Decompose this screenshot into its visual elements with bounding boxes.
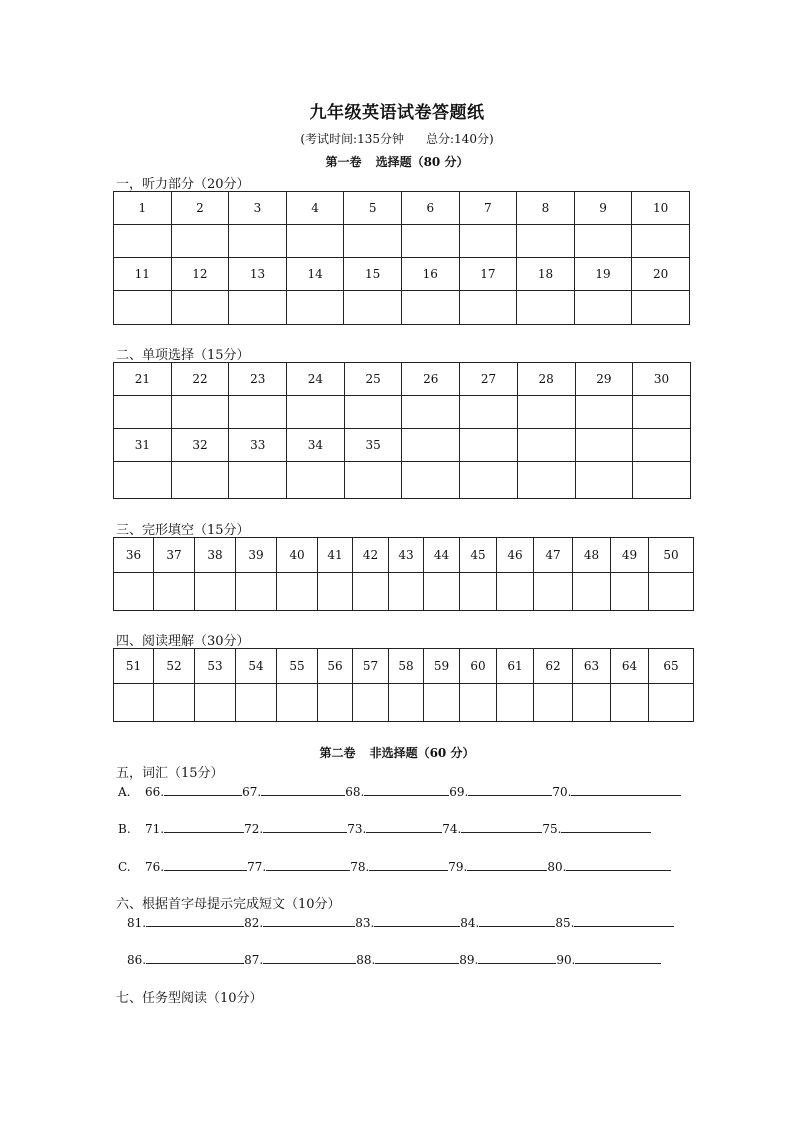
item-number: 68. [345,785,365,799]
question-number: 62 [534,649,573,684]
question-number: 59 [424,649,460,684]
answer-cell[interactable] [424,684,460,722]
answer-cell[interactable] [171,396,229,429]
question-number: 42 [353,538,389,573]
answer-cell[interactable] [460,396,518,429]
item-number: 71. [145,822,165,836]
answer-cell[interactable] [353,573,389,611]
question-number: 9 [574,192,632,225]
answer-cell[interactable] [459,291,517,325]
answer-cell[interactable] [344,462,402,499]
answer-blank[interactable] [461,819,542,833]
question-number: 1 [114,192,172,225]
answer-cell[interactable] [574,225,632,258]
answer-cell[interactable] [229,291,287,325]
answer-cell[interactable] [114,291,172,325]
item-number: 85. [555,916,575,930]
answer-blank[interactable] [479,913,555,927]
item-number: 84. [460,916,480,930]
question-number: 23 [229,363,287,396]
question-number: 41 [318,538,353,573]
question-number: 44 [424,538,460,573]
item-number: 90. [556,953,576,967]
answer-cell[interactable] [114,573,154,611]
answer-cell[interactable] [195,684,236,722]
answer-cell[interactable] [114,396,172,429]
answer-cell[interactable] [353,684,389,722]
answer-blank[interactable] [266,857,350,871]
page-title: 九年级英语试卷答题纸 [309,103,485,123]
question-number [633,429,691,462]
answer-cell[interactable] [649,684,694,722]
answer-blank[interactable] [164,819,244,833]
answer-cell[interactable] [114,684,154,722]
part1-header [0,153,794,170]
vocab-line-b [118,819,651,836]
item-number: 86. [127,953,147,967]
answer-blank[interactable] [164,857,247,871]
question-number: 6 [401,192,459,225]
question-number: 37 [154,538,195,573]
question-number: 29 [575,363,633,396]
number-row [114,192,690,225]
answer-cell[interactable] [460,573,497,611]
question-number: 14 [286,258,344,291]
question-number: 57 [353,649,389,684]
answer-cell[interactable] [236,684,277,722]
answer-blank[interactable] [566,857,671,871]
question-number: 22 [171,363,229,396]
answer-cell[interactable] [286,225,344,258]
part2-header [0,744,794,761]
number-row [114,649,694,684]
answer-cell[interactable] [632,225,690,258]
number-row [114,363,691,396]
answer-cell[interactable] [611,684,649,722]
answer-cell[interactable] [114,225,172,258]
question-number: 36 [114,538,154,573]
answer-cell[interactable] [229,462,287,499]
part2-title: 第二卷 [319,746,356,760]
item-number: 87. [244,953,264,967]
question-number: 10 [632,192,690,225]
answer-blank[interactable] [263,913,355,927]
answer-cell[interactable] [318,684,353,722]
question-number: 31 [114,429,172,462]
question-number: 15 [344,258,402,291]
question-number: 52 [154,649,195,684]
answer-blank[interactable] [369,857,448,871]
answer-cell[interactable] [460,462,518,499]
answer-cell[interactable] [460,684,497,722]
question-number: 16 [401,258,459,291]
cloze-line-1 [127,913,674,930]
answer-cell[interactable] [424,573,460,611]
answer-cell[interactable] [114,462,172,499]
item-number: 74. [442,822,462,836]
vocab-line-a [118,782,681,799]
answer-cell[interactable] [195,573,236,611]
question-number [460,429,518,462]
answer-blank[interactable] [374,913,460,927]
question-number: 24 [287,363,345,396]
item-number: 89. [459,953,479,967]
question-number [517,429,575,462]
answer-grid-reading [113,648,694,722]
item-number: 75. [542,822,562,836]
question-number: 34 [287,429,345,462]
answer-cell[interactable] [459,225,517,258]
item-number: 79. [448,860,468,874]
answer-cell[interactable] [497,684,534,722]
line-prefix: C. [118,860,131,874]
question-number: 13 [229,258,287,291]
answer-blank[interactable] [164,782,242,796]
item-number: 81. [127,916,147,930]
question-number: 17 [459,258,517,291]
question-number: 20 [632,258,690,291]
answer-row [114,573,694,611]
answer-cell[interactable] [401,291,459,325]
total-score: 总分:140分) [426,132,494,146]
question-number: 56 [318,649,353,684]
item-number: 77. [247,860,267,874]
answer-cell[interactable] [344,291,402,325]
answer-row [114,462,691,499]
answer-cell[interactable] [517,462,575,499]
question-number: 38 [195,538,236,573]
answer-blank[interactable] [375,950,459,964]
question-number [575,429,633,462]
section-heading-single-choice: 二、单项选择（15分） [116,348,250,363]
answer-cell[interactable] [649,573,694,611]
question-number: 58 [389,649,424,684]
answer-blank[interactable] [364,782,449,796]
answer-cell[interactable] [401,225,459,258]
section-heading-initial-letter: 六、根据首字母提示完成短文（10分） [116,897,341,912]
question-number: 60 [460,649,497,684]
answer-blank[interactable] [261,782,345,796]
question-number: 7 [459,192,517,225]
question-number: 50 [649,538,694,573]
answer-blank[interactable] [574,913,674,927]
question-number: 61 [497,649,534,684]
answer-cell[interactable] [286,291,344,325]
answer-cell[interactable] [573,573,611,611]
answer-cell[interactable] [633,396,691,429]
question-number: 46 [497,538,534,573]
section-heading-reading: 四、阅读理解（30分） [116,634,250,649]
section-heading-vocabulary: 五，词汇（15分） [116,766,224,781]
question-number: 26 [402,363,460,396]
answer-row [114,684,694,722]
answer-cell[interactable] [534,684,573,722]
item-number: 78. [350,860,370,874]
question-number: 64 [611,649,649,684]
line-prefix: B. [118,822,131,836]
answer-blank[interactable] [478,950,556,964]
answer-cell[interactable] [154,573,195,611]
answer-blank[interactable] [146,913,244,927]
answer-cell[interactable] [389,573,424,611]
answer-cell[interactable] [611,573,649,611]
item-number: 88. [356,953,376,967]
answer-row [114,291,690,325]
answer-cell[interactable] [171,462,229,499]
vocab-line-c [118,857,671,874]
question-number: 45 [460,538,497,573]
part2-name: 非选择题（60 分） [369,746,475,760]
section-heading-cloze: 三、完形填空（15分） [116,523,250,538]
item-number: 66. [145,785,165,799]
question-number: 32 [171,429,229,462]
answer-grid-listening [113,191,690,325]
answer-cell[interactable] [277,684,318,722]
answer-blank[interactable] [571,782,681,796]
question-number: 2 [171,192,229,225]
part1-title: 第一卷 [325,155,362,169]
answer-cell[interactable] [575,396,633,429]
answer-cell[interactable] [402,396,460,429]
answer-cell[interactable] [517,291,575,325]
question-number: 49 [611,538,649,573]
answer-cell[interactable] [277,573,318,611]
number-row [114,258,690,291]
question-number: 5 [344,192,402,225]
item-number: 83. [355,916,375,930]
answer-cell[interactable] [575,462,633,499]
question-number: 51 [114,649,154,684]
item-number: 76. [145,860,165,874]
question-number: 40 [277,538,318,573]
section-heading-listening: 一，听力部分（20分） [116,177,250,192]
number-row [114,429,691,462]
answer-cell[interactable] [633,462,691,499]
question-number: 12 [171,258,229,291]
item-number: 69. [449,785,469,799]
question-number: 25 [344,363,402,396]
answer-cell[interactable] [573,684,611,722]
answer-cell[interactable] [229,396,287,429]
answer-cell[interactable] [574,291,632,325]
question-number: 65 [649,649,694,684]
answer-cell[interactable] [344,396,402,429]
answer-cell[interactable] [389,684,424,722]
answer-cell[interactable] [517,225,575,258]
answer-cell[interactable] [171,291,229,325]
item-number: 73. [347,822,367,836]
question-number: 39 [236,538,277,573]
answer-blank[interactable] [468,782,552,796]
question-number: 27 [460,363,518,396]
number-row [114,538,694,573]
question-number: 30 [633,363,691,396]
answer-cell[interactable] [497,573,534,611]
section-heading-task-reading: 七、任务型阅读（10分） [116,991,263,1006]
question-number: 48 [573,538,611,573]
question-number: 55 [277,649,318,684]
answer-grid-cloze [113,537,694,611]
answer-row [114,396,691,429]
answer-blank[interactable] [575,950,661,964]
answer-cell[interactable] [236,573,277,611]
question-number: 19 [574,258,632,291]
question-number: 21 [114,363,172,396]
question-number: 18 [517,258,575,291]
question-number: 35 [344,429,402,462]
question-number: 47 [534,538,573,573]
exam-info [0,130,794,147]
question-number: 3 [229,192,287,225]
part1-name: 选择题（80 分） [375,155,469,169]
answer-cell[interactable] [229,225,287,258]
answer-grid-single-choice [113,362,691,499]
cloze-line-2 [127,950,661,967]
question-number: 4 [286,192,344,225]
answer-cell[interactable] [517,396,575,429]
exam-time: (考试时间:135分钟 [300,132,404,146]
line-prefix: A. [118,785,131,799]
question-number: 43 [389,538,424,573]
answer-cell[interactable] [154,684,195,722]
question-number: 28 [517,363,575,396]
answer-cell[interactable] [287,396,345,429]
answer-row [114,225,690,258]
answer-blank[interactable] [366,819,442,833]
question-number [402,429,460,462]
answer-cell[interactable] [318,573,353,611]
question-number: 11 [114,258,172,291]
item-number: 82. [244,916,264,930]
answer-cell[interactable] [287,462,345,499]
answer-cell[interactable] [402,462,460,499]
answer-blank[interactable] [263,950,356,964]
question-number: 63 [573,649,611,684]
question-number: 53 [195,649,236,684]
answer-blank[interactable] [263,819,347,833]
item-number: 70. [552,785,572,799]
answer-blank[interactable] [561,819,651,833]
question-number: 54 [236,649,277,684]
answer-cell[interactable] [632,291,690,325]
item-number: 67. [242,785,262,799]
answer-blank[interactable] [467,857,547,871]
answer-cell[interactable] [534,573,573,611]
item-number: 72. [244,822,264,836]
question-number: 33 [229,429,287,462]
answer-cell[interactable] [171,225,229,258]
question-number: 8 [517,192,575,225]
item-number: 80. [547,860,567,874]
answer-cell[interactable] [344,225,402,258]
answer-blank[interactable] [146,950,244,964]
